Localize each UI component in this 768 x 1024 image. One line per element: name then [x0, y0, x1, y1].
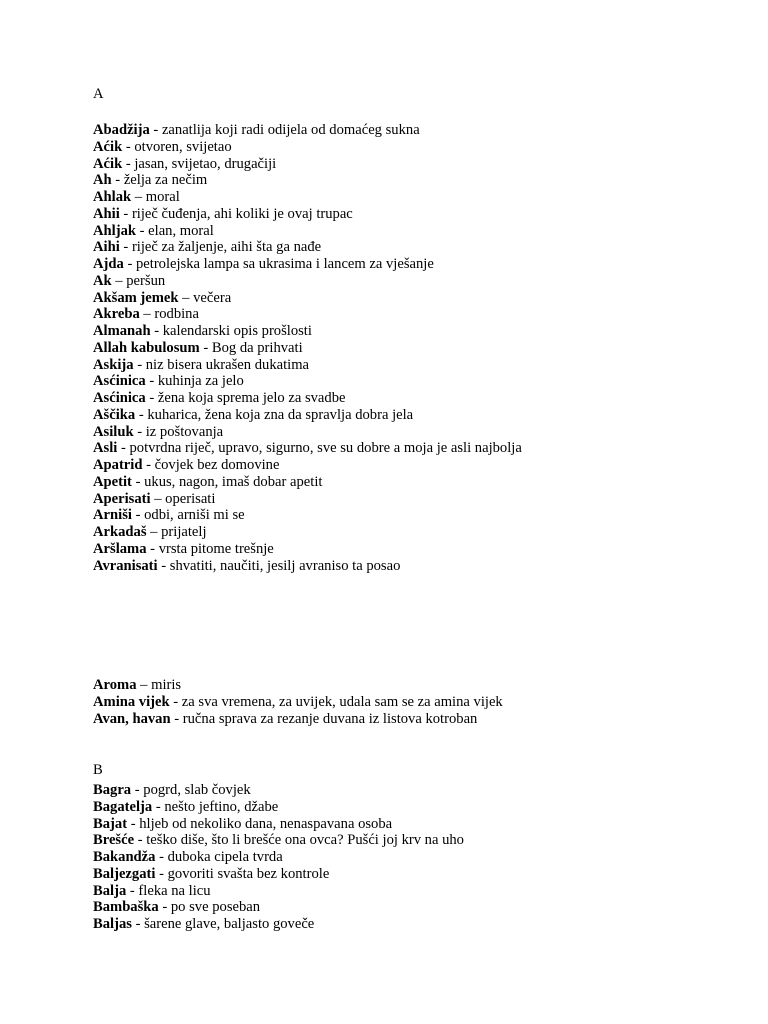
entry-definition: iz poštovanja — [145, 423, 224, 440]
entry-term: Asćinica — [93, 390, 146, 406]
entry-separator: – — [131, 189, 146, 205]
entry-definition: pogrd, slab čovjek — [143, 782, 251, 798]
entry-list-b — [93, 782, 464, 933]
entry-separator: - — [131, 782, 144, 798]
entry-separator: - — [133, 423, 146, 440]
dictionary-entry — [93, 206, 522, 223]
entry-term: Aroma — [93, 677, 137, 693]
entry-separator: - — [135, 406, 148, 423]
entry-term: Aćik — [93, 155, 123, 172]
entry-term: Ajda — [93, 256, 124, 272]
dictionary-entry — [93, 290, 522, 307]
entry-definition: niz bisera ukrašen dukatima — [145, 356, 310, 373]
entry-separator: – — [139, 306, 155, 323]
entry-definition: zanatlija koji radi odijela od domaćeg sukna — [161, 122, 420, 138]
entry-separator: - — [119, 239, 132, 256]
entry-term: Baljas — [93, 916, 132, 932]
entry-definition: žena koja sprema jelo za svadbe — [157, 390, 346, 406]
dictionary-entry — [93, 373, 522, 390]
entry-term: Ak — [93, 272, 112, 289]
entry-separator: - — [117, 440, 130, 457]
dictionary-entry — [93, 440, 522, 457]
entry-separator: - — [142, 457, 155, 473]
entry-term: Aihi — [93, 239, 120, 256]
entry-definition: peršun — [126, 272, 166, 289]
entry-separator: - — [126, 882, 139, 899]
entry-separator: – — [178, 289, 194, 306]
entry-term: Baljezgati — [93, 865, 156, 882]
dictionary-entry — [93, 832, 464, 849]
entry-separator: - — [149, 122, 162, 138]
entry-separator: - — [127, 815, 140, 832]
entry-term: Allah kabulosum — [93, 339, 200, 356]
entry-definition: miris — [151, 677, 182, 693]
entry-separator: - — [131, 916, 145, 932]
entry-separator: - — [119, 205, 132, 222]
entry-definition: petrolejska lampa sa ukrasima i lancem za vješanje — [135, 256, 434, 272]
entry-separator: - — [123, 256, 136, 272]
entry-term: Apetit — [93, 473, 132, 490]
entry-term: Akšam jemek — [93, 289, 179, 306]
entry-definition: duboka cipela tvrda — [167, 849, 283, 865]
entry-separator: – — [111, 272, 127, 289]
entry-term: Aršlama — [93, 540, 147, 557]
dictionary-entry — [93, 340, 522, 357]
entry-separator: - — [133, 356, 146, 373]
dictionary-entry — [93, 172, 522, 189]
entry-definition: teško diše, što li brešće ona ovca? Pušći joj krv na uho — [146, 832, 464, 849]
entry-term: Ahlak — [93, 189, 132, 205]
dictionary-entry — [93, 357, 522, 374]
entry-definition: čovjek bez domovine — [154, 457, 280, 473]
entry-definition: operisati — [165, 490, 216, 507]
entry-term: Akreba — [93, 306, 140, 323]
dictionary-entry — [93, 916, 464, 933]
entry-term: Asiluk — [93, 423, 134, 440]
entry-separator: – — [150, 490, 166, 507]
dictionary-entry — [93, 457, 522, 474]
entry-separator: - — [158, 899, 171, 916]
dictionary-entry — [93, 899, 464, 916]
dictionary-entry — [93, 677, 503, 694]
entry-definition: šarene glave, baljasto goveče — [144, 916, 315, 932]
entry-separator: - — [150, 323, 163, 339]
entry-term: Almanah — [93, 323, 151, 339]
entry-definition: jasan, svijetao, drugačiji — [134, 155, 277, 172]
dictionary-entry — [93, 694, 503, 711]
entry-term: Bambaška — [93, 899, 159, 916]
entry-separator: - — [157, 557, 170, 574]
section-heading-a: A — [93, 86, 104, 102]
entry-separator: - — [155, 849, 168, 865]
entry-definition: kalendarski opis prošlosti — [162, 323, 312, 339]
dictionary-entry — [93, 122, 522, 139]
entry-term: Asćinica — [93, 373, 146, 390]
section-heading-b: B — [93, 762, 103, 778]
dictionary-entry — [93, 541, 522, 558]
entry-separator: - — [169, 693, 182, 710]
entry-term: Avan, havan — [93, 710, 171, 727]
entry-definition: vrsta pitome trešnje — [158, 540, 274, 557]
dictionary-entry — [93, 156, 522, 173]
entry-term: Brešće — [93, 832, 135, 849]
dictionary-entry — [93, 849, 464, 866]
dictionary-entry — [93, 223, 522, 240]
dictionary-entry — [93, 491, 522, 508]
entry-definition: fleka na licu — [138, 882, 211, 899]
dictionary-entry — [93, 239, 522, 256]
entry-term: Bajat — [93, 815, 128, 832]
entry-definition: prijatelj — [161, 524, 207, 540]
entry-separator: - — [152, 798, 165, 815]
entry-separator: - — [122, 138, 135, 155]
entry-term: Amina vijek — [93, 693, 170, 710]
entry-term: Bagatelja — [93, 798, 153, 815]
entry-definition: ručna sprava za rezanje duvana iz listova kotroban — [182, 710, 478, 727]
dictionary-entry — [93, 189, 522, 206]
entry-term: Aščika — [93, 406, 136, 423]
entry-definition: ukus, nagon, imaš dobar apetit — [144, 473, 323, 490]
entry-definition: hljeb od nekoliko dana, nenaspavana osoba — [139, 815, 393, 832]
entry-separator: - — [134, 832, 147, 849]
entry-definition: riječ za žaljenje, aihi šta ga nađe — [131, 239, 322, 256]
entry-separator: - — [111, 172, 124, 189]
entry-definition: moral — [145, 189, 180, 205]
entry-list-a-block-1 — [93, 122, 522, 574]
entry-term: Arniši — [93, 507, 132, 524]
entry-separator: - — [145, 390, 158, 406]
entry-term: Aperisati — [93, 490, 151, 507]
dictionary-entry — [93, 323, 522, 340]
entry-separator: - — [122, 155, 135, 172]
dictionary-entry — [93, 306, 522, 323]
entry-definition: riječ čuđenja, ahi koliki je ovaj trupac — [131, 205, 353, 222]
entry-separator: - — [135, 222, 149, 239]
entry-definition: shvatiti, naučiti, jesilj avraniso ta posao — [169, 557, 401, 574]
entry-separator: - — [131, 473, 145, 490]
entry-definition: otvoren, svijetao — [134, 138, 232, 155]
entry-term: Avranisati — [93, 557, 158, 574]
dictionary-entry — [93, 407, 522, 424]
entry-term: Asli — [93, 440, 118, 457]
entry-definition: rodbina — [154, 306, 199, 323]
dictionary-entry — [93, 558, 522, 575]
entry-separator: - — [145, 373, 158, 390]
dictionary-entry — [93, 139, 522, 156]
entry-term: Askija — [93, 356, 134, 373]
entry-term: Bakandža — [93, 849, 156, 865]
entry-term: Ahii — [93, 205, 120, 222]
dictionary-entry — [93, 799, 464, 816]
entry-definition: odbi, arniši mi se — [144, 507, 245, 524]
entry-definition: želja za nečim — [123, 172, 208, 189]
dictionary-entry — [93, 474, 522, 491]
entry-separator: - — [131, 507, 145, 524]
entry-definition: večera — [193, 289, 232, 306]
dictionary-entry — [93, 390, 522, 407]
entry-term: Balja — [93, 882, 127, 899]
entry-separator: - — [199, 339, 212, 356]
entry-separator: - — [155, 865, 168, 882]
dictionary-entry — [93, 424, 522, 441]
entry-term: Bagra — [93, 782, 132, 798]
dictionary-entry — [93, 866, 464, 883]
entry-list-a-block-2 — [93, 677, 503, 727]
dictionary-entry — [93, 782, 464, 799]
entry-term: Ah — [93, 172, 112, 189]
entry-separator: – — [136, 677, 152, 693]
entry-separator: – — [146, 524, 162, 540]
entry-definition: govoriti svašta bez kontrole — [167, 865, 330, 882]
entry-definition: elan, moral — [148, 222, 214, 239]
entry-term: Abadžija — [93, 122, 150, 138]
dictionary-entry — [93, 883, 464, 900]
entry-term: Aćik — [93, 138, 123, 155]
dictionary-entry — [93, 507, 522, 524]
dictionary-entry — [93, 256, 522, 273]
dictionary-entry — [93, 524, 522, 541]
entry-definition: kuharica, žena koja zna da spravlja dobra jela — [147, 406, 414, 423]
dictionary-entry — [93, 816, 464, 833]
entry-definition: kuhinja za jelo — [157, 373, 244, 390]
entry-term: Ahljak — [93, 222, 136, 239]
entry-definition: Bog da prihvati — [211, 339, 303, 356]
entry-definition: po sve poseban — [170, 899, 261, 916]
dictionary-entry — [93, 273, 522, 290]
entry-definition: nešto jeftino, džabe — [164, 798, 279, 815]
entry-definition: potvrdna riječ, upravo, sigurno, sve su dobre a moja je asli najbolja — [129, 440, 522, 457]
dictionary-entry — [93, 711, 503, 728]
entry-definition: za sva vremena, za uvijek, udala sam se za amina vijek — [181, 693, 503, 710]
entry-separator: - — [170, 710, 183, 727]
entry-term: Arkadaš — [93, 524, 147, 540]
entry-separator: - — [146, 540, 159, 557]
entry-term: Apatrid — [93, 457, 143, 473]
